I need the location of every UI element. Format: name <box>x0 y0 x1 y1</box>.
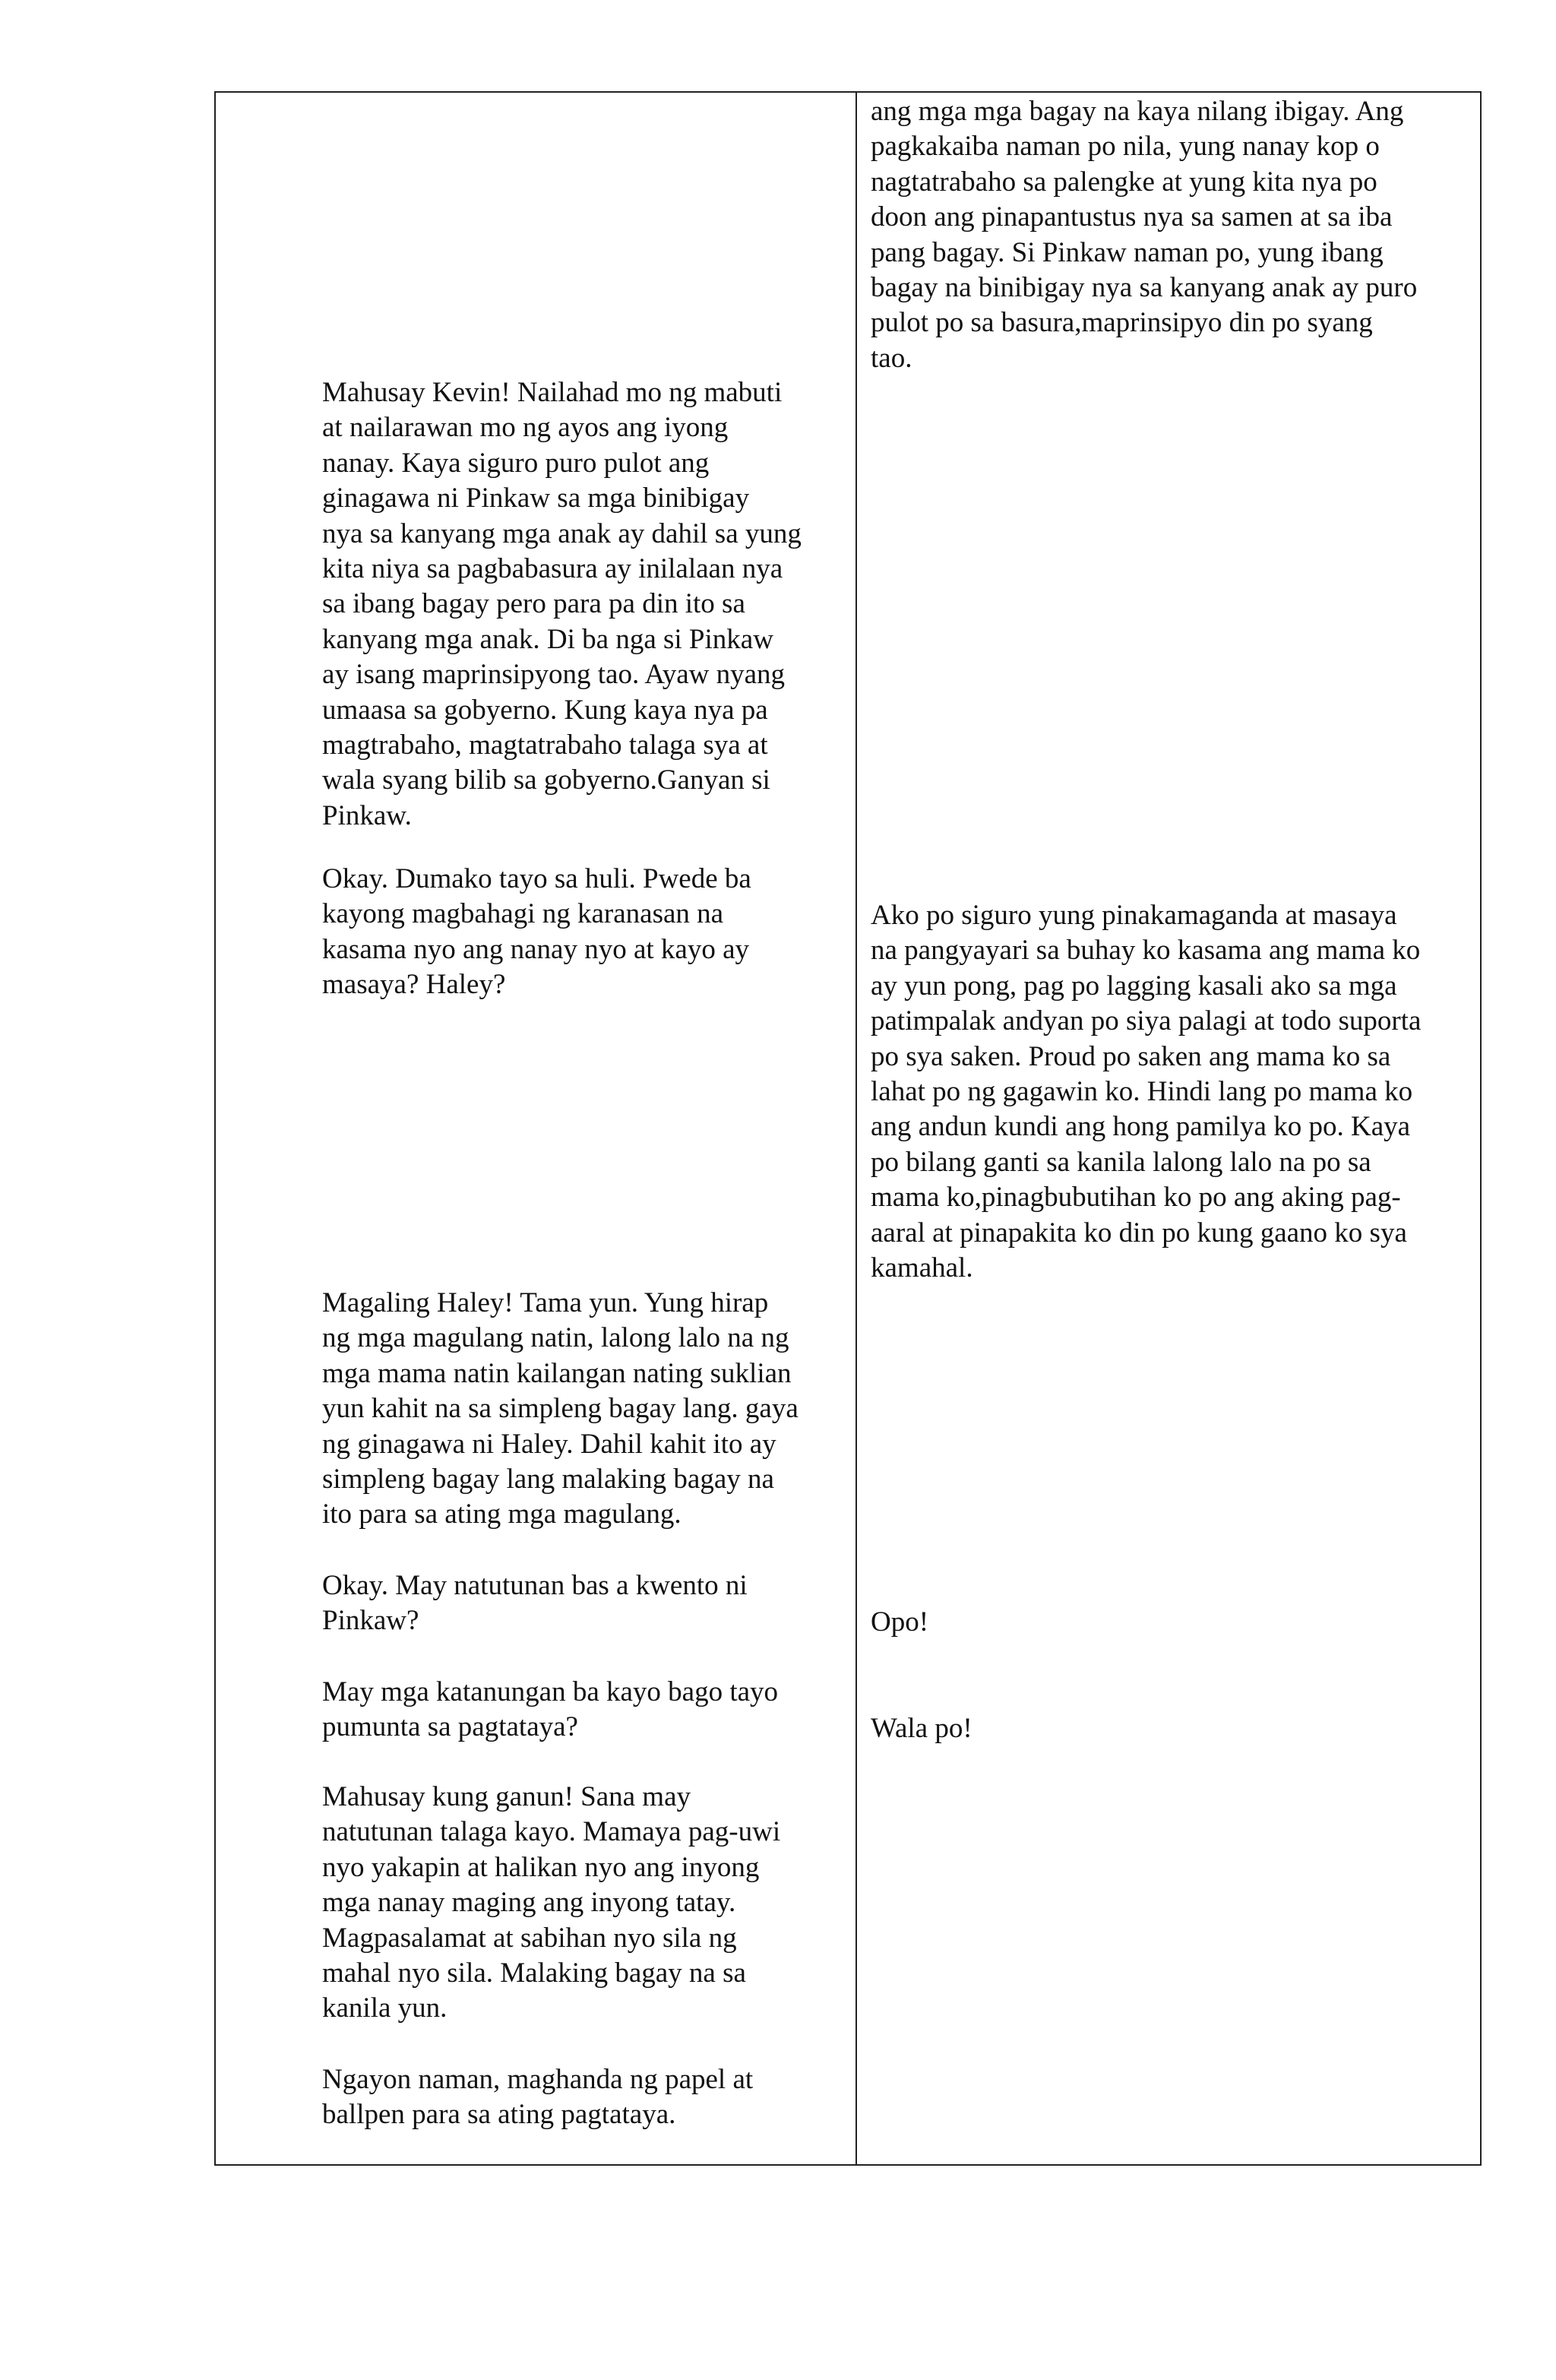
teacher-paragraph-1: Mahusay Kevin! Nailahad mo ng mabuti at nailarawan mo ng ayos ang iyong nanay. Kaya siguro puro pulot ang ginagawa ni Pinkaw sa mga binibigay nya sa kanyang mga anak ay dahil sa yung kita niya sa pagbabasura ay inilalaan nya sa ibang bagay pero para pa din ito sa kanyang mga anak. Di ba nga si Pinkaw ay isang maprinsipyong tao. Ayaw nyang umaasa sa gobyerno. Kung kaya nya pa magtrabaho, magtatrabaho talaga sya at wala syang bilib sa gobyerno.Ganyan si Pinkaw. <box>322 377 802 831</box>
student-response-1: ang mga mga bagay na kaya nilang ibigay. Ang pagkakaiba naman po nila, yung nanay kop o nagtatrabaho sa palengke at yung kita nya po doon ang pinapantustus nya sa samen at sa iba pang bagay. Si Pinkaw naman po, yung ibang bagay na binibigay nya sa kanyang anak ay puro pulot po sa basura,maprinsipyo din po syang tao. <box>871 96 1418 374</box>
teacher-paragraph-4: Okay. May natutunan bas a kwento ni Pinkaw? <box>322 1570 748 1637</box>
student-response-4: Wala po! <box>871 1713 972 1744</box>
teacher-paragraph-7: Ngayon naman, maghanda ng papel at ballpen para sa ating pagtataya. <box>322 2064 754 2131</box>
teacher-paragraph-6: Mahusay kung ganun! Sana may natutunan talaga kayo. Mamaya pag-uwi nyo yakapin at halikan nyo ang inyong mga nanay maging ang inyong tatay. Magpasalamat at sabihan nyo sila ng mahal nyo sila. Malaking bagay na sa kanila yun. <box>322 1781 781 2024</box>
student-response-2: Ako po siguro yung pinakamaganda at masaya na pangyayari sa buhay ko kasama ang mama ko ay yun pong, pag po lagging kasali ako sa mga patimpalak andyan po siya palagi at todo suporta po sya saken. Proud po saken ang mama ko sa lahat po ng gagawin ko. Hindi lang po mama ko ang andun kundi ang hong pamilya ko po. Kaya po bilang ganti sa kanila lalong lalo na po sa mama ko,pinagbubutihan ko po ang aking pag- aaral at pinapakita ko din po kung gaano ko sya kamahal. <box>871 900 1422 1284</box>
teacher-paragraph-5: May mga katanungan ba kayo bago tayo pumunta sa pagtataya? <box>322 1676 779 1743</box>
column-divider <box>855 93 857 2164</box>
student-response-3: Opo! <box>871 1606 929 1638</box>
teacher-paragraph-3: Magaling Haley! Tama yun. Yung hirap ng mga magulang natin, lalong lalo na ng mga mama natin kailangan nating suklian yun kahit na sa simpleng bagay lang. gaya ng ginagawa ni Haley. Dahil kahit ito ay simpleng bagay lang malaking bagay na ito para sa ating mga magulang. <box>322 1287 799 1530</box>
lesson-table <box>214 91 1482 2166</box>
teacher-paragraph-2: Okay. Dumako tayo sa huli. Pwede ba kayong magbahagi ng karanasan na kasama nyo ang nanay nyo at kayo ay masaya? Haley? <box>322 863 751 1001</box>
